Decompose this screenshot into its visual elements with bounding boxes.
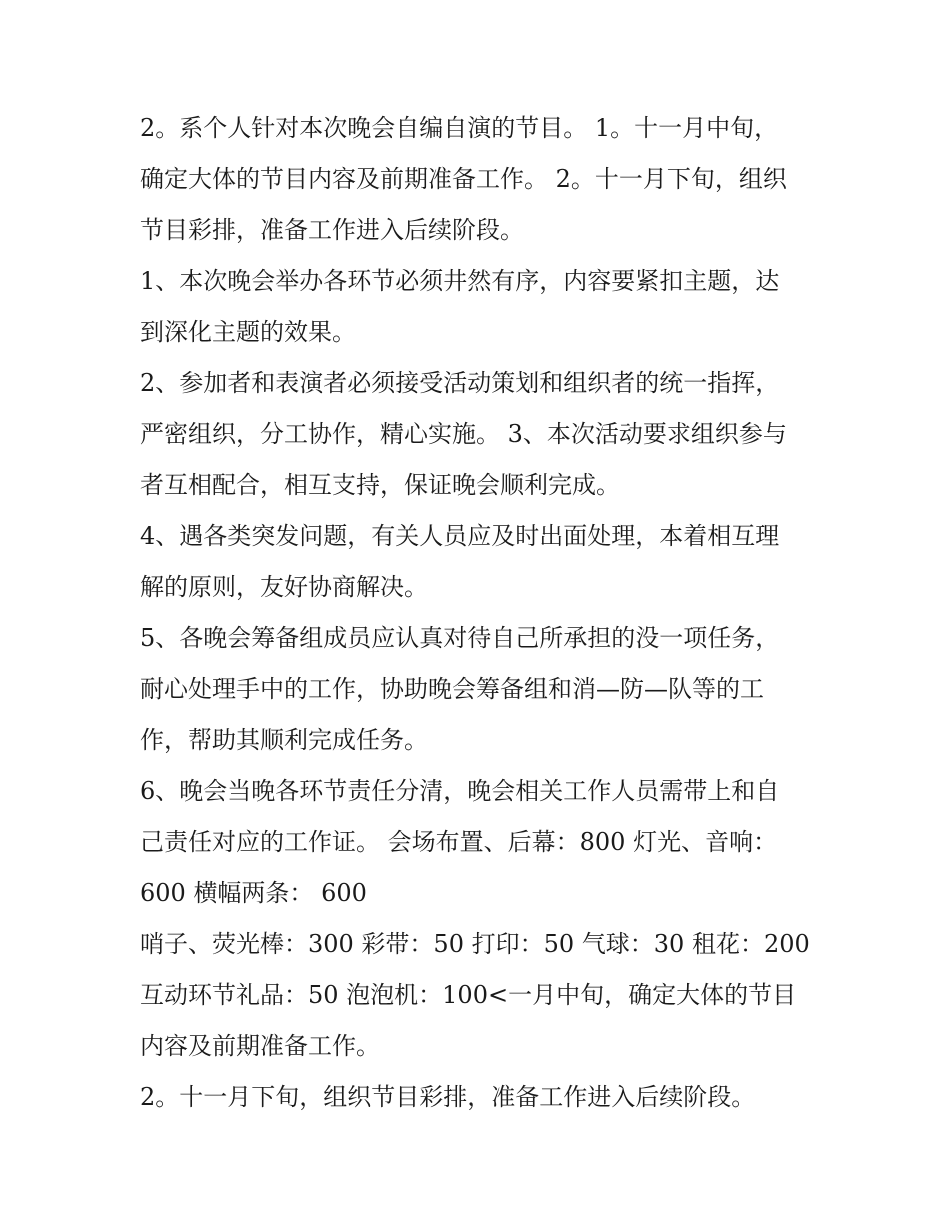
text-line: 2、参加者和表演者必须接受活动策划和组织者的统一指挥，	[140, 369, 780, 397]
paragraph-rule-1	[140, 256, 820, 358]
text-line: 内容及前期准备工作。	[140, 1032, 380, 1060]
text-line: 耐心处理手中的工作，协助晚会筹备组和消—防—队等的工	[140, 675, 764, 703]
text-line: 4、遇各类突发问题，有关人员应及时出面处理，本着相互理	[140, 522, 780, 550]
text-line: 互动环节礼品：50 泡泡机：100<一月中旬，确定大体的节目	[140, 981, 797, 1009]
document-body	[140, 103, 820, 1123]
paragraph-rule-6-budget	[140, 766, 820, 919]
text-line: 6、晚会当晚各环节责任分清，晚会相关工作人员需带上和自	[140, 777, 780, 805]
text-line: 2。十一月下旬，组织节目彩排，准备工作进入后续阶段。	[140, 1083, 756, 1111]
text-line: 者互相配合，相互支持，保证晚会顺利完成。	[140, 471, 620, 499]
paragraph-schedule	[140, 103, 820, 256]
paragraph-rule-2	[140, 358, 820, 511]
paragraph-rehearsal	[140, 1072, 820, 1123]
paragraph-budget-items	[140, 919, 820, 1072]
text-line: 严密组织，分工协作，精心实施。 3、本次活动要求组织参与	[140, 420, 787, 448]
text-line: 到深化主题的效果。	[140, 318, 356, 346]
text-line: 哨子、荧光棒：300 彩带：50 打印：50 气球：30 租花：200	[140, 930, 810, 958]
text-line: 解的原则，友好协商解决。	[140, 573, 428, 601]
text-line: 5、各晚会筹备组成员应认真对待自己所承担的没一项任务，	[140, 624, 780, 652]
text-line: 己责任对应的工作证。 会场布置、后幕：800 灯光、音响：	[140, 828, 778, 856]
paragraph-rule-4	[140, 511, 820, 613]
text-line: 2。系个人针对本次晚会自编自演的节目。 1。十一月中旬，	[140, 114, 779, 142]
text-line: 作，帮助其顺利完成任务。	[140, 726, 428, 754]
text-line: 确定大体的节目内容及前期准备工作。 2。十一月下旬，组织	[140, 165, 787, 193]
text-line: 1、本次晚会举办各环节必须井然有序，内容要紧扣主题，达	[140, 267, 780, 295]
text-line: 节目彩排，准备工作进入后续阶段。	[140, 216, 524, 244]
paragraph-rule-5	[140, 613, 820, 766]
text-line: 600 横幅两条： 600	[140, 879, 367, 907]
